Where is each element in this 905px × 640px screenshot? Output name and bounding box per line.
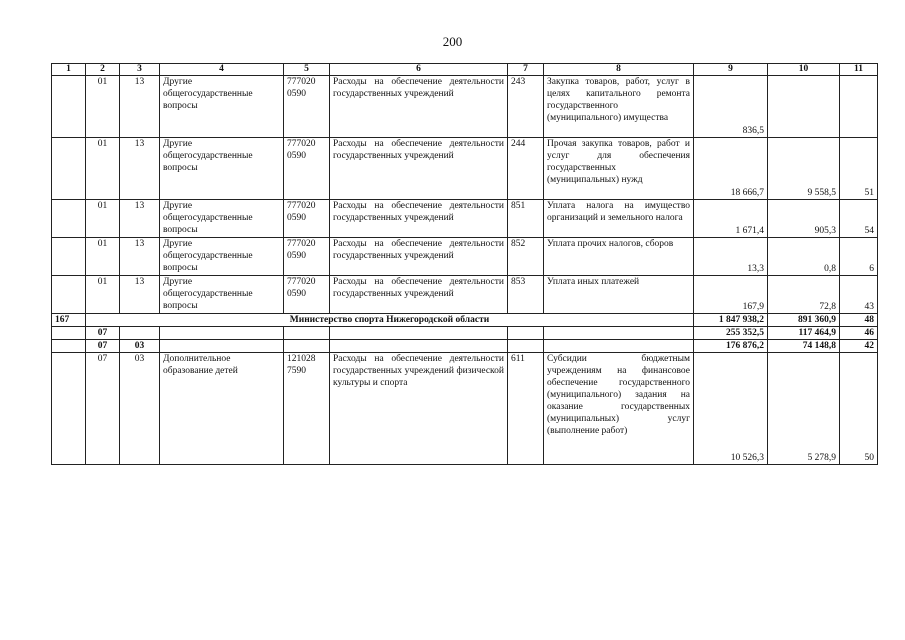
cell-subsection-name xyxy=(160,340,284,353)
cell-expense-type-name xyxy=(544,340,694,353)
cell-expense-type-name xyxy=(544,327,694,340)
cell-section: 01 xyxy=(86,138,120,200)
table-row xyxy=(52,138,878,200)
cell-actual: 5 278,9 xyxy=(768,353,840,465)
cell-org-code xyxy=(52,353,86,465)
cell-plan: 13,3 xyxy=(694,238,768,276)
cell-target-article: 777020 0590 xyxy=(284,200,330,238)
cell-subsection: 13 xyxy=(120,276,160,314)
cell-plan: 836,5 xyxy=(694,76,768,138)
cell-actual: 891 360,9 xyxy=(768,314,840,327)
cell-plan: 1 847 938,2 xyxy=(694,314,768,327)
cell-subsection-name: Другие общегосударственные вопросы xyxy=(160,138,284,200)
column-header-6: 6 xyxy=(330,64,508,76)
column-header-4: 4 xyxy=(160,64,284,76)
cell-expense-type: 244 xyxy=(508,138,544,200)
cell-article-name xyxy=(330,327,508,340)
cell-percent: 6 xyxy=(840,238,878,276)
cell-section: 07 xyxy=(86,327,120,340)
cell-plan: 176 876,2 xyxy=(694,340,768,353)
cell-subsection-name: Другие общегосударственные вопросы xyxy=(160,276,284,314)
cell-target-article xyxy=(284,327,330,340)
cell-target-article: 777020 0590 xyxy=(284,138,330,200)
section-row xyxy=(52,327,878,340)
budget-table xyxy=(51,63,878,465)
cell-target-article: 777020 0590 xyxy=(284,76,330,138)
ministry-row xyxy=(52,314,878,327)
cell-expense-type xyxy=(508,327,544,340)
cell-section: 01 xyxy=(86,238,120,276)
cell-subsection: 13 xyxy=(120,238,160,276)
cell-subsection-name: Другие общегосударственные вопросы xyxy=(160,238,284,276)
cell-article-name: Расходы на обеспечение деятельности государственных учреждений физической культуры и спорта xyxy=(330,353,508,465)
cell-percent: 48 xyxy=(840,314,878,327)
cell-org-code xyxy=(52,76,86,138)
cell-percent: 54 xyxy=(840,200,878,238)
cell-percent: 50 xyxy=(840,353,878,465)
cell-plan: 1 671,4 xyxy=(694,200,768,238)
cell-article-name: Расходы на обеспечение деятельности государственных учреждений xyxy=(330,238,508,276)
table-row xyxy=(52,76,878,138)
cell-org-code xyxy=(52,238,86,276)
cell-plan: 18 666,7 xyxy=(694,138,768,200)
column-header-2: 2 xyxy=(86,64,120,76)
cell-subsection: 13 xyxy=(120,200,160,238)
cell-expense-type: 852 xyxy=(508,238,544,276)
page-number: 200 xyxy=(442,34,463,49)
cell-percent: 42 xyxy=(840,340,878,353)
cell-section: 01 xyxy=(86,276,120,314)
cell-expense-type: 853 xyxy=(508,276,544,314)
cell-target-article xyxy=(284,340,330,353)
cell-subsection-name: Дополнительное образование детей xyxy=(160,353,284,465)
cell-actual: 905,3 xyxy=(768,200,840,238)
column-header-11: 11 xyxy=(840,64,878,76)
cell-org-code: 167 xyxy=(52,314,86,327)
column-header-3: 3 xyxy=(120,64,160,76)
column-header-9: 9 xyxy=(694,64,768,76)
table-row xyxy=(52,276,878,314)
ministry-title: Министерство спорта Нижегородской области xyxy=(86,314,694,327)
cell-plan: 255 352,5 xyxy=(694,327,768,340)
cell-expense-type-name: Уплата иных платежей xyxy=(544,276,694,314)
cell-article-name: Расходы на обеспечение деятельности государственных учреждений xyxy=(330,76,508,138)
cell-article-name: Расходы на обеспечение деятельности государственных учреждений xyxy=(330,200,508,238)
cell-percent xyxy=(840,76,878,138)
cell-percent: 46 xyxy=(840,327,878,340)
cell-actual: 117 464,9 xyxy=(768,327,840,340)
cell-expense-type: 243 xyxy=(508,76,544,138)
cell-org-code xyxy=(52,276,86,314)
cell-subsection-name: Другие общегосударственные вопросы xyxy=(160,200,284,238)
cell-plan: 167,9 xyxy=(694,276,768,314)
cell-expense-type xyxy=(508,340,544,353)
cell-subsection-name xyxy=(160,327,284,340)
cell-org-code xyxy=(52,200,86,238)
cell-section: 01 xyxy=(86,76,120,138)
cell-subsection-name: Другие общегосударственные вопросы xyxy=(160,76,284,138)
column-header-7: 7 xyxy=(508,64,544,76)
cell-org-code xyxy=(52,327,86,340)
subsection-row xyxy=(52,340,878,353)
cell-section: 07 xyxy=(86,340,120,353)
cell-target-article: 777020 0590 xyxy=(284,276,330,314)
cell-actual xyxy=(768,76,840,138)
cell-target-article: 121028 7590 xyxy=(284,353,330,465)
cell-plan: 10 526,3 xyxy=(694,353,768,465)
cell-expense-type-name: Закупка товаров, работ, услуг в целях капитального ремонта государственного (муниципального) имущества xyxy=(544,76,694,138)
cell-expense-type-name: Уплата налога на имущество организаций и земельного налога xyxy=(544,200,694,238)
cell-section: 01 xyxy=(86,200,120,238)
cell-expense-type-name: Уплата прочих налогов, сборов xyxy=(544,238,694,276)
cell-article-name: Расходы на обеспечение деятельности государственных учреждений xyxy=(330,138,508,200)
table-row xyxy=(52,238,878,276)
cell-section: 07 xyxy=(86,353,120,465)
cell-actual: 74 148,8 xyxy=(768,340,840,353)
column-header-5: 5 xyxy=(284,64,330,76)
cell-percent: 51 xyxy=(840,138,878,200)
cell-percent: 43 xyxy=(840,276,878,314)
cell-subsection: 03 xyxy=(120,340,160,353)
cell-subsection: 13 xyxy=(120,138,160,200)
cell-org-code xyxy=(52,138,86,200)
cell-subsection xyxy=(120,327,160,340)
cell-actual: 72,8 xyxy=(768,276,840,314)
table-row xyxy=(52,353,878,465)
cell-article-name xyxy=(330,340,508,353)
cell-expense-type: 851 xyxy=(508,200,544,238)
cell-target-article: 777020 0590 xyxy=(284,238,330,276)
cell-expense-type-name: Субсидии бюджетным учреждениям на финансовое обеспечение государственного (муниципального) задания на оказание государственных (муниципальных) услуг (выполнение работ) xyxy=(544,353,694,465)
cell-subsection: 13 xyxy=(120,76,160,138)
cell-expense-type: 611 xyxy=(508,353,544,465)
cell-article-name: Расходы на обеспечение деятельности государственных учреждений xyxy=(330,276,508,314)
table-row xyxy=(52,200,878,238)
column-header-1: 1 xyxy=(52,64,86,76)
cell-expense-type-name: Прочая закупка товаров, работ и услуг для обеспечения государственных (муниципальных) нужд xyxy=(544,138,694,200)
cell-actual: 0,8 xyxy=(768,238,840,276)
column-header-row xyxy=(52,64,878,76)
column-header-8: 8 xyxy=(544,64,694,76)
cell-subsection: 03 xyxy=(120,353,160,465)
cell-org-code xyxy=(52,340,86,353)
column-header-10: 10 xyxy=(768,64,840,76)
cell-actual: 9 558,5 xyxy=(768,138,840,200)
